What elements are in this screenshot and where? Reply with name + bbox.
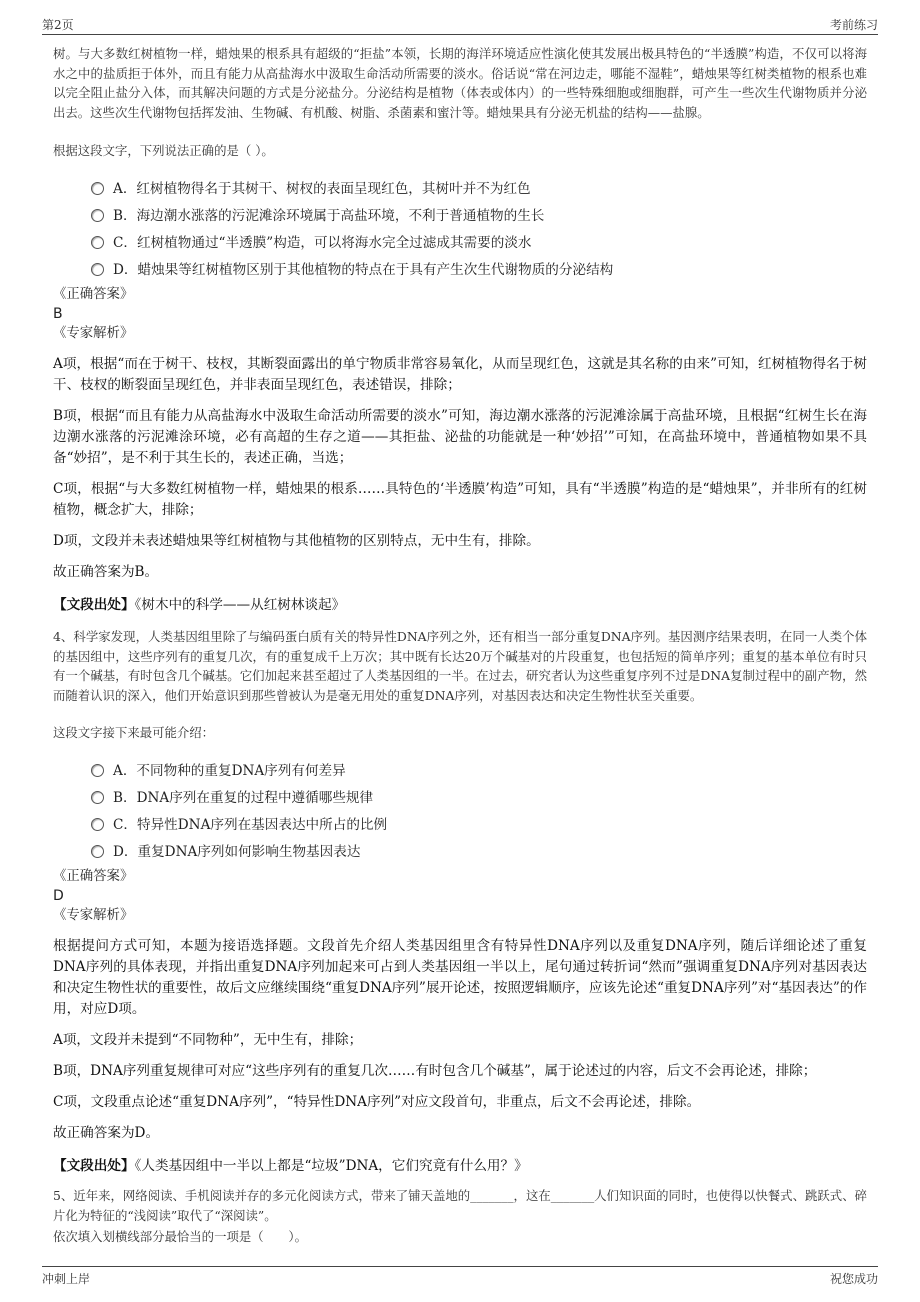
q4-passage: 4、科学家发现，人类基因组里除了与编码蛋白质有关的特异性DNA序列之外，还有相当一部分重复DNA序列。基因测序结果表明，在同一人类个体的基因组中，这些序列有的重复几次，有的重复成千上万次；其中既有长达20万个碱基对的片段重复，也包括短的简单序列；重复的基本单位有时只有一个碱基，有时包含几个碱基。它们加起来甚至超过了人类基因组的一半。在过去，研究者认为这些重复序列不过是DNA复制过程中的副产物，然而随着认识的深入，他们开始意识到那些曾被认为是毫无用处的重复DNA序列，对基因表达和决定生物性状至关重要。 <box>53 629 867 703</box>
footer-rule <box>42 1266 878 1267</box>
q4-conclusion: 故正确答案为D。 <box>53 1125 160 1141</box>
q3-option-a[interactable]: A．红树植物得名于其树干、树杈的表面呈现红色，其树叶并不为红色 <box>91 173 867 200</box>
radio-icon[interactable] <box>91 845 104 858</box>
radio-icon[interactable] <box>91 791 104 804</box>
q4-analysis-b: B项，DNA序列重复规律可对应“这些序列有的重复几次……有时包含几个碱基”，属于论述过的内容，后文不会再论述，排除； <box>53 1063 817 1079</box>
q4-analysis-label: 《专家解析》 <box>53 908 134 923</box>
footer-right-text: 祝您成功 <box>829 1272 878 1286</box>
radio-icon[interactable] <box>91 182 104 195</box>
q3-answer-label: 《正确答案》 <box>53 287 134 302</box>
q4-analysis-main: 根据提问方式可知，本题为接语选择题。文段首先介绍人类基因组里含有特异性DNA序列以及重复DNA序列，随后详细论述了重复DNA序列的具体表现，并指出重复DNA序列加起来可占到人类基因组一半以上，尾句通过转折词“然而”强调重复DNA序列对基因表达和决定生物性状的重要性，故后文应继续围绕“重复DNA序列”展开论述，按照逻辑顺序，应该先论述“重复DNA序列”对“基因表达”的作用，对应D项。 <box>53 938 867 1017</box>
q4-option-c[interactable]: C．特异性DNA序列在基因表达中所占的比例 <box>91 809 867 836</box>
q3-answer: B <box>53 306 63 322</box>
q4-options <box>91 755 867 863</box>
q4-option-a[interactable]: A．不同物种的重复DNA序列有何差异 <box>91 755 867 782</box>
radio-icon[interactable] <box>91 236 104 249</box>
q4-option-b[interactable]: B．DNA序列在重复的过程中遵循哪些规律 <box>91 782 867 809</box>
q5-passage: 5、近年来，网络阅读、手机阅读并存的多元化阅读方式，带来了铺天盖地的_______，这在_______人们知识面的同时，也使得以快餐式、跳跃式、碎片化为特征的“浅阅读”取代了“深阅读”。 <box>53 1188 867 1223</box>
q4-analysis-a: A项，文段并未提到“不同物种”，无中生有，排除； <box>53 1032 363 1048</box>
q4-source: 【文段出处】《人类基因组中一半以上都是“垃圾”DNA，它们究竟有什么用？》 <box>53 1158 528 1174</box>
radio-icon[interactable] <box>91 818 104 831</box>
q3-analysis-b: B项，根据“而且有能力从高盐海水中汲取生命活动所需要的淡水”可知，海边潮水涨落的污泥滩涂属于高盐环境，且根据“红树生长在海边潮水涨落的污泥滩涂环境，必有高超的生存之道——其拒盐、泌盐的功能就是一种‘妙招’”可知，在高盐环境中，普通植物如果不具备“妙招”，是不利于其生长的，表述正确，当选； <box>53 408 867 466</box>
q3-option-b[interactable]: B．海边潮水涨落的污泥滩涂环境属于高盐环境，不利于普通植物的生长 <box>91 200 867 227</box>
document-body <box>53 44 867 1245</box>
page-number: 第2页 <box>42 18 74 32</box>
q3-analysis-a: A项，根据“而在于树干、枝杈，其断裂面露出的单宁物质非常容易氧化，从而呈现红色，这就是其名称的由来”可知，红树植物得名于树干、枝杈的断裂面呈现红色，并非表面呈现红色，表述错误，排除； <box>53 356 867 393</box>
q4-option-d[interactable]: D．重复DNA序列如何影响生物基因表达 <box>91 836 867 863</box>
header-rule <box>42 34 878 35</box>
q3-conclusion: 故正确答案为B。 <box>53 564 159 580</box>
header-title: 考前练习 <box>829 18 878 32</box>
radio-icon[interactable] <box>91 209 104 222</box>
q4-analysis-c: C项，文段重点论述“重复DNA序列”，“特异性DNA序列”对应文段首句，非重点，后文不会再论述，排除。 <box>53 1094 701 1110</box>
q3-analysis-d: D项，文段并未表述蜡烛果等红树植物与其他植物的区别特点，无中生有，排除。 <box>53 533 540 549</box>
q3-option-d[interactable]: D．蜡烛果等红树植物区别于其他植物的特点在于具有产生次生代谢物质的分泌结构 <box>91 254 867 281</box>
q4-answer: D <box>53 888 64 904</box>
q4-question: 这段文字接下来最可能介绍： <box>53 725 215 740</box>
q3-analysis-label: 《专家解析》 <box>53 326 134 341</box>
q3-passage: 树。与大多数红树植物一样，蜡烛果的根系具有超级的“拒盐”本领，长期的海洋环境适应性演化使其发展出极具特色的“半透膜”构造，不仅可以将海水之中的盐质拒于体外，而且有能力从高盐海水中汲取生命活动所需要的淡水。俗话说“常在河边走，哪能不湿鞋”，蜡烛果等红树类植物的根系也难以完全阻止盐分入体，而其解决问题的方式是分泌盐分。分泌结构是植物（体表或体内）的一些特殊细胞或细胞群，可产生一些次生代谢物质并分泌出去。这些次生代谢物包括挥发油、生物碱、有机酸、树脂、杀菌素和蜜汁等。蜡烛果具有分泌无机盐的结构——盐腺。 <box>53 46 867 120</box>
q3-analysis-c: C项，根据“与大多数红树植物一样，蜡烛果的根系……具特色的‘半透膜’构造”可知，具有“半透膜”构造的是“蜡烛果”，并非所有的红树植物，概念扩大，排除； <box>53 481 867 518</box>
radio-icon[interactable] <box>91 263 104 276</box>
q3-options <box>91 173 867 281</box>
footer-left-text: 冲刺上岸 <box>42 1272 91 1286</box>
q3-option-c[interactable]: C．红树植物通过“半透膜”构造，可以将海水完全过滤成其需要的淡水 <box>91 227 867 254</box>
q3-source: 【文段出处】《树木中的科学——从红树林谈起》 <box>53 597 346 613</box>
q5-question: 依次填入划横线部分最恰当的一项是（ ）。 <box>53 1229 308 1244</box>
q3-question: 根据这段文字，下列说法正确的是（ ）。 <box>53 143 274 158</box>
radio-icon[interactable] <box>91 764 104 777</box>
q4-answer-label: 《正确答案》 <box>53 869 134 884</box>
